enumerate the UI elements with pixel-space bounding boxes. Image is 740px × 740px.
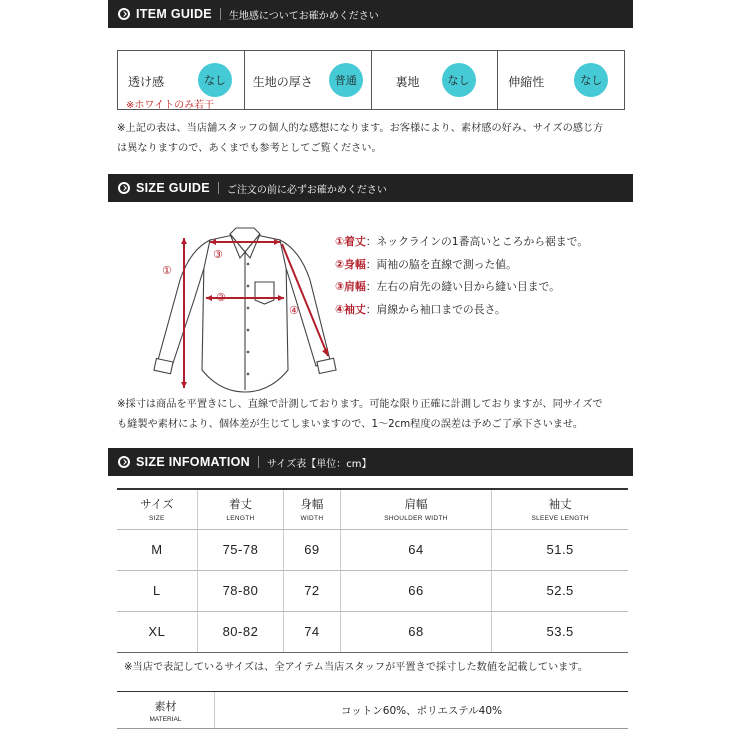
size-info-header (108, 448, 633, 476)
shirt-diagram (150, 220, 340, 400)
table-row (117, 570, 628, 611)
note-line: も縫製や素材により、個体差が生じてしまいますので、1〜2cm程度の誤差は予めご了承下さいませ。 (117, 419, 584, 430)
note-line: ※上記の表は、当店舗スタッフの個人的な感想になります。お客様により、素材感の好み、サイズの感じ方 (117, 123, 604, 134)
definition-row (335, 276, 588, 299)
item-label: 伸縮性 (508, 75, 545, 89)
item-label: 裏地 (395, 75, 420, 89)
material-label-en: MATERIAL (149, 715, 182, 723)
material-label-jp: 素材 (154, 699, 177, 713)
item-note: ※ホワイトのみ若干 (126, 100, 215, 111)
definition-text: ：左右の肩先の縫い目から縫い目まで。 (365, 280, 560, 294)
header-size: サイズ SIZE (117, 489, 197, 529)
cell-width: 74 (284, 611, 340, 652)
item-cell-stretch (498, 51, 624, 109)
definition-text: ：両袖の脇を直線で測った値。 (365, 257, 517, 271)
cell-sleeve: 53.5 (492, 611, 628, 652)
definition-row (335, 231, 588, 254)
table-row (117, 529, 628, 570)
marker-3: ③ (213, 248, 223, 261)
item-label: 透け感 (128, 75, 165, 89)
cell-shoulder: 66 (340, 570, 492, 611)
cell-shoulder: 68 (340, 611, 492, 652)
size-guide-note (117, 395, 603, 435)
material-row (117, 691, 628, 729)
shirt-pocket (255, 282, 274, 304)
item-value-badge: なし (442, 63, 476, 97)
item-value-badge: なし (198, 63, 232, 97)
arrow-circle-icon (118, 182, 130, 194)
table-row (117, 611, 628, 652)
item-guide-note (117, 119, 603, 159)
cell-size: XL (117, 611, 197, 652)
definition-row (335, 299, 588, 322)
header-width: 身幅 WIDTH (284, 489, 340, 529)
section-title: ITEM GUIDE (136, 7, 212, 21)
item-value-badge: なし (574, 63, 608, 97)
marker-2: ② (216, 291, 226, 304)
size-table-header-row (117, 489, 628, 529)
arrow-circle-icon (118, 456, 130, 468)
definition-term: ②身幅 (335, 257, 366, 271)
measurement-definitions (335, 231, 588, 322)
cell-size: L (117, 570, 197, 611)
cell-length: 78-80 (197, 570, 283, 611)
material-value: コットン60%、ポリエステル40% (340, 704, 503, 717)
item-cell-sheer (118, 51, 245, 109)
definition-term: ③肩幅 (335, 280, 366, 294)
definition-term: ④袖丈 (335, 303, 366, 317)
material-label (117, 692, 215, 728)
item-guide-header (108, 0, 633, 28)
section-subtitle: 生地感についてお確かめください (228, 10, 379, 22)
header-shoulder: 肩幅 SHOULDER WIDTH (340, 489, 492, 529)
definition-text: ：ネックラインの1番高いところから裾まで。 (365, 235, 589, 248)
cell-sleeve: 52.5 (492, 570, 628, 611)
size-info-note: ※当店で表記しているサイズは、全アイテム当店スタッフが平置きで採寸した数値を記載しています。 (124, 662, 588, 673)
item-label: 生地の厚さ (252, 75, 313, 89)
section-title: SIZE GUIDE (136, 181, 210, 195)
item-guide-table (117, 50, 625, 110)
cell-shoulder: 64 (340, 529, 492, 570)
size-table (117, 488, 628, 653)
section-subtitle: サイズ表【単位：cm】 (267, 458, 372, 470)
marker-4: ④ (289, 304, 299, 317)
item-cell-thickness (245, 51, 372, 109)
cell-width: 69 (284, 529, 340, 570)
cell-size: M (117, 529, 197, 570)
definition-text: ：肩線から袖口までの長さ。 (365, 303, 506, 317)
divider (258, 456, 259, 468)
definition-term: ①着丈 (335, 235, 366, 248)
definition-row (335, 254, 588, 277)
arrow-circle-icon (118, 8, 130, 20)
sleeve-measure-line (282, 244, 328, 356)
cell-width: 72 (284, 570, 340, 611)
cell-length: 80-82 (197, 611, 283, 652)
cell-sleeve: 51.5 (492, 529, 628, 570)
divider (220, 8, 221, 20)
note-line: は異なりますので、あくまでも参考としてご覧ください。 (117, 143, 382, 154)
cell-length: 75-78 (197, 529, 283, 570)
item-cell-lining (372, 51, 499, 109)
section-title: SIZE INFOMATION (136, 455, 250, 469)
divider (218, 182, 219, 194)
item-value-badge: 普通 (329, 63, 363, 97)
size-guide-header (108, 174, 633, 202)
header-length: 着丈 LENGTH (197, 489, 283, 529)
header-sleeve: 袖丈 SLEEVE LENGTH (492, 489, 628, 529)
note-line: ※採寸は商品を平置きにし、直線で計測しております。可能な限り正確に計測しておりますが、同サイズで (117, 399, 603, 410)
section-subtitle: ご注文の前に必ずお確かめください (226, 184, 387, 196)
marker-1: ① (162, 264, 172, 277)
